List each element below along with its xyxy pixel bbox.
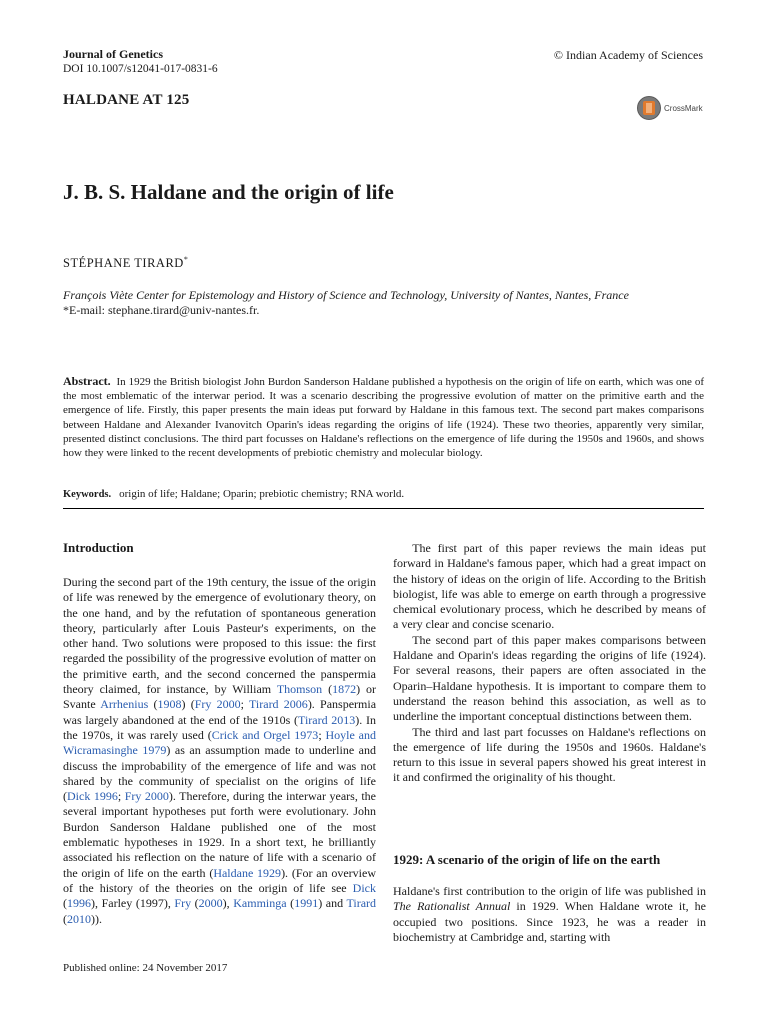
text: During the second part of the 19th century, the issue of the origin of life was renewed by the emergence of evolutionary theory, on the one hand, and by the refutation of spontaneous generation theory, particularly after Louis Pasteur's experiments, on the other hand. Two solutions were proposed to this issue: the first regarded the possibility of the progressive evolution of matter on the primitive earth, and the second concerned the panspermia theory claimed, for instance, by William <box>63 575 376 697</box>
series-title: HALDANE AT 125 <box>63 92 190 108</box>
section-heading-introduction: Introduction <box>63 540 134 555</box>
citation-link[interactable]: Kamminga <box>233 896 287 911</box>
citation-link[interactable]: Fry <box>174 896 192 911</box>
citation-link[interactable]: Tirard 2006 <box>249 697 308 712</box>
text: ( <box>63 896 67 911</box>
citation-link[interactable]: Arrhenius <box>100 697 149 712</box>
text: ) ( <box>181 697 195 712</box>
author-mark: * <box>183 255 189 264</box>
author-name: STÉPHANE TIRARD <box>63 256 184 271</box>
text: ; <box>240 697 249 712</box>
citation-link[interactable]: 2000 <box>198 896 223 911</box>
text: ). Therefore, during the interwar years, the several important hypotheses put forth were evolutionary. John Burdon Sanderson Haldane published one of the most emblematic hypotheses in 1929. In a short text, he brilliantly associated his reflection on the nature of life with a scenario of the origin of life on the earth ( <box>63 789 376 880</box>
text: ( <box>191 896 199 911</box>
citation-link[interactable]: Fry 2000 <box>124 789 169 804</box>
text: )). <box>91 911 102 926</box>
citation-link[interactable]: Dick 1996 <box>67 789 118 804</box>
affiliation: François Viète Center for Epistemology and History of Science and Technology, University of Nantes, Nantes, France <box>63 288 629 302</box>
text: ). In the 1970s, it was rarely used ( <box>63 712 376 742</box>
right-column-body <box>393 541 706 786</box>
text: ) or Svante <box>63 682 376 712</box>
text: ). (For an overview of the history of the theories on the origin of life see <box>63 865 376 895</box>
journal-name: Journal of Genetics <box>63 47 163 61</box>
abstract-text: In 1929 the British biologist John Burdon Sanderson Haldane published a hypothesis on the origin of life on earth, which was one of the most emblematic of the interwar period. It was a scenario describing the progressive evolution of matter on the primitive earth and the emergence of life. Firstly, this paper presents the main ideas put forward by Haldane in this famous text. The second part makes comparisons between Haldane and Alexander Ivanovitch Oparin's ideas regarding the origins of life (1924). These two theories, apparently very similar, presented distinct conclusions. The third part focusses on Haldane's reflections on the emergence of life during the 1950s and 1960s, and shows how they were linked to the recent developments of prebiotic chemistry and molecular biology. <box>63 376 705 460</box>
crossmark-icon <box>637 96 661 120</box>
text: ). Panspermia was largely abandoned at the end of the 1910s ( <box>63 697 377 727</box>
journal-reference: The Rationalist Annual <box>393 899 511 914</box>
citation-link[interactable]: Thomson <box>276 682 323 697</box>
citation-link[interactable]: Haldane 1929 <box>213 865 282 880</box>
divider <box>63 508 704 509</box>
paragraph: The third and last part focusses on Haldane's reflections on the emergence of life during the 1950s and 1960s. Haldane's return to this issue in several papers showed his great interest in it and confirmed the originality of his thought. <box>393 724 706 785</box>
text: ), Farley (1997), <box>91 896 175 911</box>
text: ), <box>222 896 234 911</box>
paragraph: The first part of this paper reviews the main ideas put forward in Haldane's famous paper, which had a great impact on the history of ideas on the origin of life. According to the British biologist, life was able to emerge on earth through a progressive chemical evolutionary process, which he described by means of a very clear and concise scenario. <box>393 541 706 632</box>
citation-link[interactable]: Crick and Orgel 1973 <box>211 727 319 742</box>
introduction-body <box>63 575 376 927</box>
email: *E-mail: stephane.tirard@univ-nantes.fr. <box>63 303 260 317</box>
citation-link[interactable]: 1872 <box>332 682 357 697</box>
published-date: Published online: 24 November 2017 <box>63 962 228 974</box>
text: ; <box>117 789 125 804</box>
citation-link[interactable]: Fry 2000 <box>194 697 241 712</box>
keywords-text: origin of life; Haldane; Oparin; prebiotic chemistry; RNA world. <box>119 488 405 500</box>
text: ( <box>322 682 333 697</box>
crossmark-label: CrossMark <box>664 103 703 113</box>
text: in 1929. When Haldane wrote it, he occupied two positions. Since 1923, he was a reader in biochemistry at Cambridge and, starting with <box>393 899 706 944</box>
author <box>63 255 188 271</box>
text: Haldane's first contribution to the origin of life was published in <box>393 884 706 898</box>
citation-link[interactable]: 1996 <box>67 896 91 911</box>
text: ( <box>286 896 295 911</box>
paragraph <box>393 884 706 945</box>
text: ) and <box>318 896 347 911</box>
citation-link[interactable]: 1991 <box>294 896 319 911</box>
crossmark-badge[interactable] <box>637 96 703 120</box>
copyright: © Indian Academy of Sciences <box>553 48 703 62</box>
text: ( <box>63 911 67 926</box>
article-title: J. B. S. Haldane and the origin of life <box>63 180 394 204</box>
keywords-label: Keywords. <box>63 489 112 500</box>
text: ; <box>318 727 326 742</box>
abstract-label: Abstract. <box>63 374 111 388</box>
paragraph <box>63 575 376 927</box>
paragraph: The second part of this paper makes comparisons between Haldane and Oparin's ideas regarding the origins of life (1924). For several reasons, their papers are often associated in the Oparin–Haldane hypothesis. It is important to compare them to understand the reason behind this association, as well as to underline the important conceptual distinctions between them. <box>393 632 706 724</box>
text: ) as an assumption made to underline and discuss the improbability of the emergence of life and was not shared by the community of specialist on the origins of life ( <box>63 743 376 804</box>
section-heading-1929: 1929: A scenario of the origin of life on the earth <box>393 852 661 867</box>
citation-link[interactable]: Dick <box>352 880 376 895</box>
keywords <box>63 488 404 500</box>
citation-link[interactable]: Tirard 2013 <box>298 712 356 727</box>
citation-link[interactable]: Hoyle and Wicramasinghe 1979 <box>63 727 376 758</box>
text: ( <box>148 697 158 712</box>
doi: DOI 10.1007/s12041-017-0831-6 <box>63 63 218 75</box>
section-1929-body <box>393 884 706 945</box>
citation-link[interactable]: 2010 <box>67 911 91 926</box>
citation-link[interactable]: Tirard <box>346 896 377 911</box>
abstract <box>63 374 704 460</box>
citation-link[interactable]: 1908 <box>157 697 182 712</box>
